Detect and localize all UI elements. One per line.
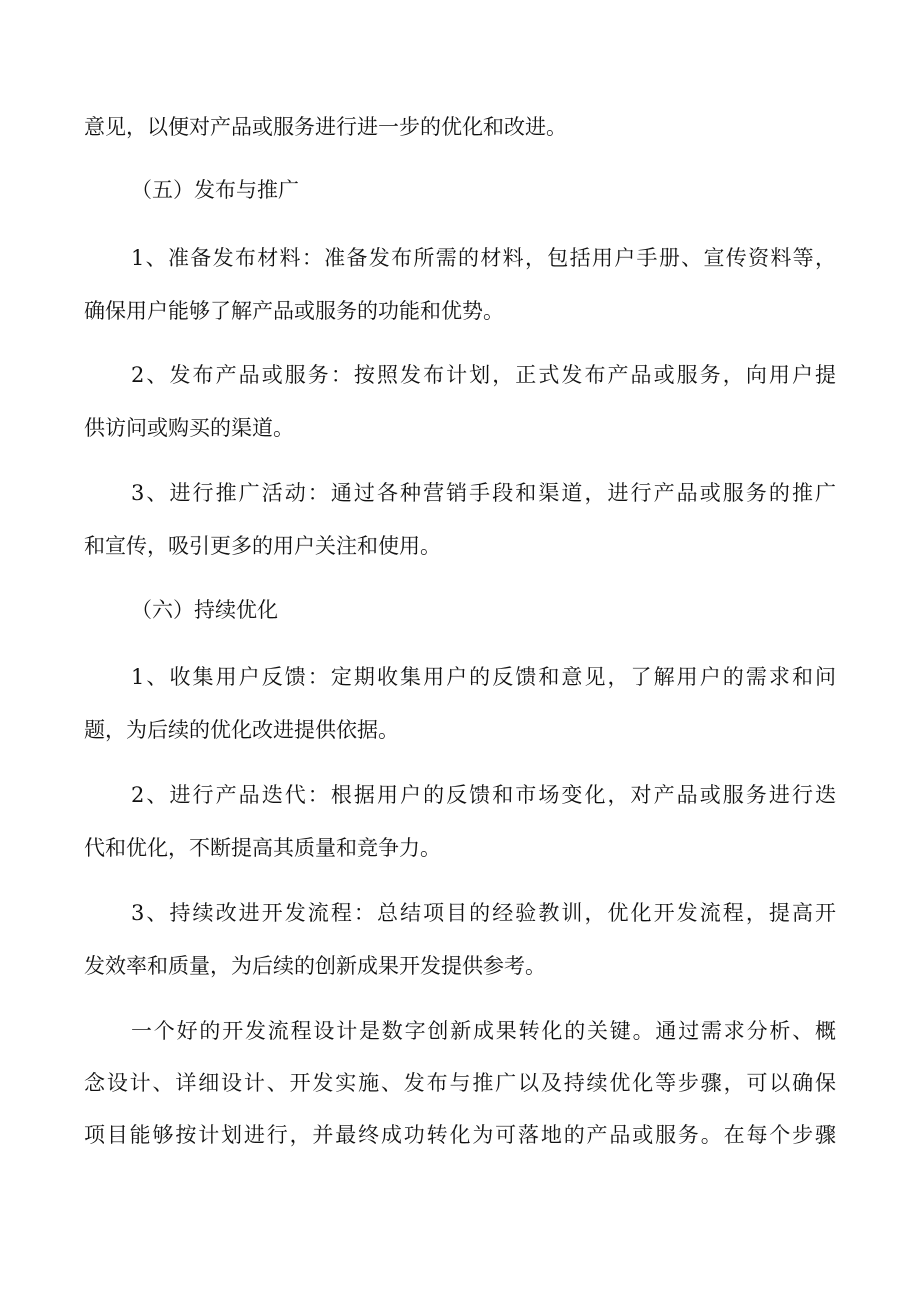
text-line: 2、进行产品迭代：根据用户的反馈和市场变化，对产品或服务进行迭 (131, 783, 836, 807)
text-line: 3、持续改进开发流程：总结项目的经验教训，优化开发流程，提高开 (131, 901, 836, 925)
section-heading: （五）发布与推广 (131, 178, 299, 202)
section-heading: （六）持续优化 (131, 598, 278, 622)
text-line: 1、准备发布材料：准备发布所需的材料，包括用户手册、宣传资料等， (131, 246, 836, 270)
text-line: 意见，以便对产品或服务进行进一步的优化和改进。 (84, 115, 567, 139)
text-line: 3、进行推广活动：通过各种营销手段和渠道，进行产品或服务的推广 (131, 481, 836, 505)
text-line: 供访问或购买的渠道。 (84, 416, 294, 440)
text-line: 2、发布产品或服务：按照发布计划，正式发布产品或服务，向用户提 (131, 363, 836, 387)
text-line: 代和优化，不断提高其质量和竞争力。 (84, 836, 441, 860)
text-line: 和宣传，吸引更多的用户关注和使用。 (84, 534, 441, 558)
text-line: 一个好的开发流程设计是数字创新成果转化的关键。通过需求分析、概 (131, 1019, 836, 1043)
text-line: 念设计、详细设计、开发实施、发布与推广以及持续优化等步骤，可以确保 (84, 1071, 836, 1095)
text-line: 发效率和质量，为后续的创新成果开发提供参考。 (84, 954, 546, 978)
text-line: 确保用户能够了解产品或服务的功能和优势。 (84, 299, 504, 323)
text-line: 题，为后续的优化改进提供依据。 (84, 718, 399, 742)
text-line: 项目能够按计划进行，并最终成功转化为可落地的产品或服务。在每个步骤 (84, 1123, 836, 1147)
text-line: 1、收集用户反馈：定期收集用户的反馈和意见，了解用户的需求和问 (131, 665, 836, 689)
